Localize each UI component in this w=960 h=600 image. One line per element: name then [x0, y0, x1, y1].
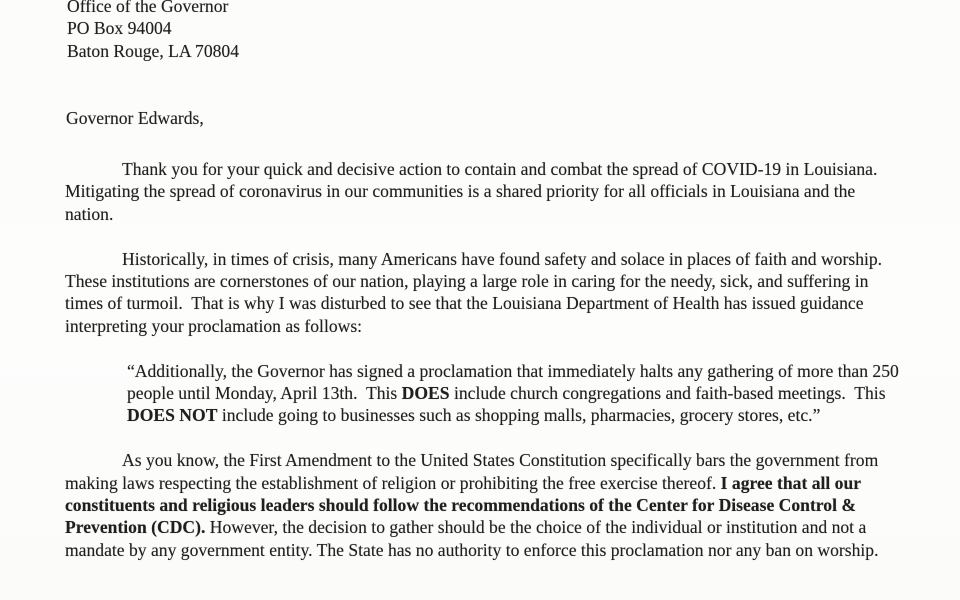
text-run: “Additionally, the Governor has signed a proclamation that immediately halts any gathering of more than 250 people until Monday, April 13th. This — [127, 360, 904, 404]
recipient-pobox-line: PO Box 94004 — [67, 18, 172, 39]
recipient-office-line: Office of the Governor — [67, 0, 229, 16]
paragraph-thank-you — [65, 158, 893, 225]
paragraph-quoted-guidance — [127, 360, 907, 427]
salutation: Governor Edwards, — [66, 108, 204, 128]
letter-body — [65, 158, 904, 561]
text-run: include church congregations and faith-based meetings. This — [449, 383, 890, 404]
bold-text-run: DOES NOT — [127, 405, 218, 426]
text-run: As you know, the First Amendment to the United States Constitution specifically bars the government from making laws respecting the establishment of religion or prohibiting the free exercise thereof. — [65, 450, 883, 493]
bold-text-run: I agree that all our constituents and religious leaders should follow the recommendations of the Center for Disease Control & Prevention (CDC). — [65, 472, 866, 538]
text-run: Historically, in times of crisis, many Americans have found safety and solace in places of faith and worship. These institutions are cornerstones of our nation, playing a large role in caring for the needy, sick, and suffering in times of turmoil. That is why I was disturbed to see that the Louisiana Department of Health has issued guidance interpreting your proclamation as follows: — [65, 248, 895, 336]
recipient-city-line: Baton Rouge, LA 70804 — [67, 40, 240, 61]
recipient-address-block — [67, 0, 239, 62]
text-run: include going to businesses such as shopping malls, pharmacies, grocery stores, etc.” — [217, 405, 821, 426]
text-run: Thank you for your quick and decisive action to contain and combat the spread of COVID-19 in Louisiana. Mitigating the spread of coronavirus in our communities is a shared priority for all officials in Louisiana and the nation. — [65, 159, 887, 224]
paragraph-historically — [65, 248, 893, 338]
bold-text-run: DOES — [401, 383, 450, 404]
text-run: However, the decision to gather should be the choice of the individual or institution and not a mandate by any government entity. The State has no authority to enforce this proclamation nor any ban on worship. — [65, 517, 879, 560]
paragraph-first-amendment — [65, 449, 893, 561]
